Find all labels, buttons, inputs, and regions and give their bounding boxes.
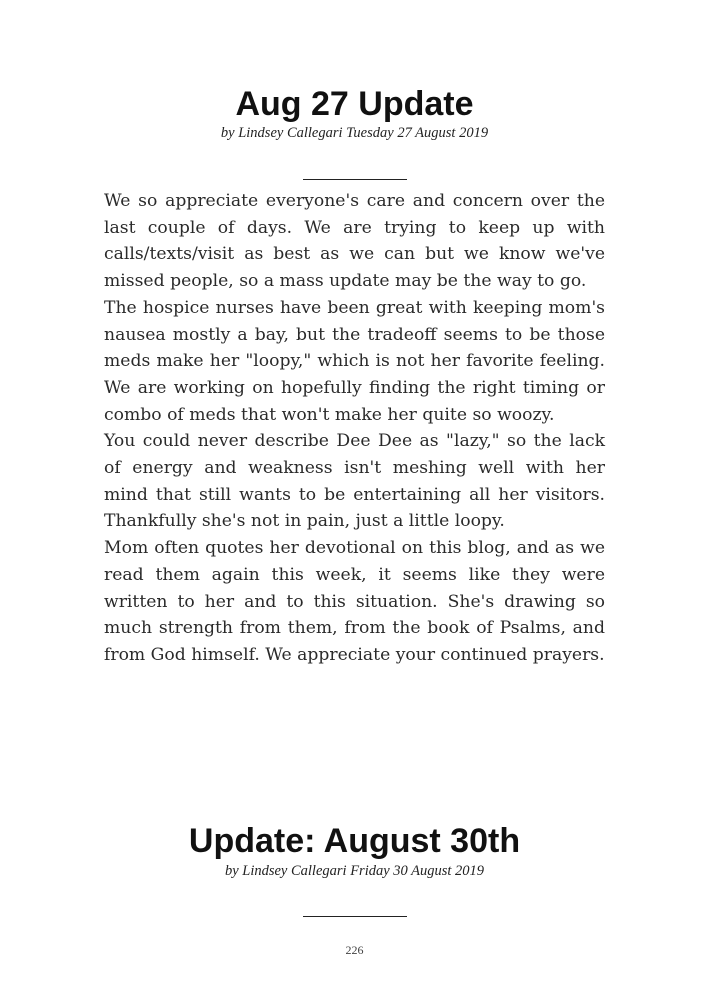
post-body [104, 188, 605, 669]
body-paragraph: We so appreciate everyone's care and concern over the last couple of days. We are trying to keep up with calls/texts/visit as best as we can but we know we've missed people, so a mass update may be the way to go. [104, 191, 605, 292]
post-title: Aug 27 Update [235, 85, 474, 123]
post-title: Update: August 30th [188, 822, 521, 860]
body-paragraph: Mom often quotes her devotional on this blog, and as we read them again this week, it seems like they were written to her and to this situation. She's drawing so much strength from them, from the book of Psalms, and from God himself. We appreciate your continued prayers. [104, 538, 605, 665]
post-byline: by Lindsey Callegari Tuesday 27 August 2019 [220, 125, 489, 141]
page-number: 226 [345, 943, 364, 957]
post-byline: by Lindsey Callegari Friday 30 August 2019 [224, 863, 485, 879]
body-paragraph: The hospice nurses have been great with keeping mom's nausea mostly a bay, but the tradeoff seems to be those meds make her "loopy," which is not her favorite feeling. We are working on hopefully finding the right timing or combo of meds that won't make her quite so woozy. [104, 297, 605, 425]
title-divider [303, 916, 407, 917]
title-divider [303, 179, 407, 180]
body-paragraph: You could never describe Dee Dee as "lazy," so the lack of energy and weakness isn't meshing well with her mind that still wants to be entertaining all her visitors. Thankfully she's not in pain, just a little loopy. [104, 431, 605, 532]
